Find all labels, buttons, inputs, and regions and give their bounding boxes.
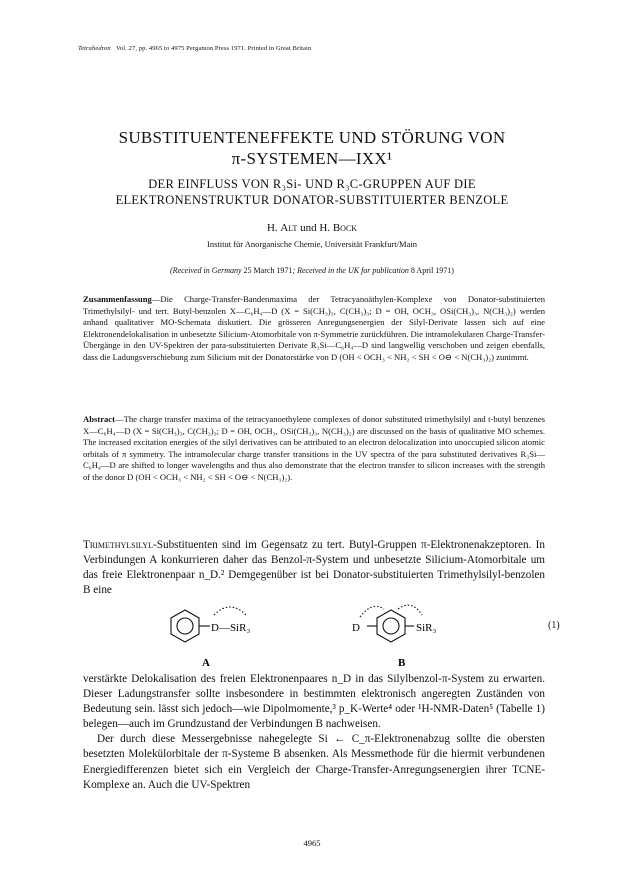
resonance-scheme xyxy=(0,593,624,671)
zusammenfassung-label: Zusammenfassung xyxy=(83,294,152,304)
received-germany-date: 25 March 1971 xyxy=(241,266,293,275)
abstract xyxy=(83,414,545,483)
structure-label-a: A xyxy=(202,657,210,669)
authors xyxy=(60,222,564,234)
body-paragraph-3-text: Der durch diese Messergebnisse nahegelegte Si ← C_π-Elektronenabzug sollte die obersten besetzten Molekülorbitale der π-Systeme B absenken. Als Messmethode für die hiermit verbundenen Energiedifferenzen bietet sich ein Vergleich der Charge-Transfer-Anregungsenergien ihrer TCNE-Komplexe an. Auch die UV-Spektren xyxy=(83,733,545,791)
running-head xyxy=(78,45,311,52)
article-title-line-2: π-SYSTEMEN—IXX¹ xyxy=(231,149,393,168)
affiliation: Institut für Anorganische Chemie, Universität Frankfurt/Main xyxy=(207,239,417,249)
delocalization-arc-b-right xyxy=(398,605,422,615)
zusammenfassung-text: —Die Charge-Transfer-Bandenmaxima der Tetracyanoäthylen-Komplexe von Donator-substituierten Trimethylsilyl- und tert. Butyl-benzolen X—C₆H₄—D (X = Si(CH₃)₃, C(CH₃)₃; D = OH, OCH₃, OSi(CH₃)₃, N(CH₃)₂) werden anhand qualitativer MO-Schemata diskutiert. Die grösseren Anregungsenergien der Silyl-Derivate lassen sich auf eine Elektronendelokalisation in unbesetzte Silicium-Atomorbitale von π-Symmetrie zurückführen. Die intramolekularen Charge-Transfer-Übergänge in den UV-Spektren der para-substituierten Derivate R₃Si—C₆H₄—D sind langwellig verschoben und zeigen ebenfalls, dass die Ladungsverschiebung zum Silicium mit der Donatorstärke von D (OH < OCH₃ < NH₂ < SH < O⊖ < N(CH₃)₂) zunimmt. xyxy=(83,294,545,362)
body-paragraph-1 xyxy=(83,538,545,598)
received-uk-date: 8 April 1971) xyxy=(408,266,454,275)
author-2-name: Bock xyxy=(332,222,358,234)
received-germany-label: (Received in Germany xyxy=(170,266,242,275)
zusammenfassung xyxy=(83,294,545,363)
received-uk-label: ; Received in the UK for publication xyxy=(292,266,409,275)
article-title-line-1: SUBSTITUENTENEFFEKTE UND STÖRUNG VON xyxy=(118,128,506,147)
body-paragraph-2 xyxy=(83,672,545,793)
author-connector: und H. xyxy=(297,222,333,234)
page-number: 4965 xyxy=(303,838,321,848)
author-1-initial: H. xyxy=(266,222,281,234)
benzene-ring-b xyxy=(377,610,405,642)
volume-info: Vol. 27, pp. 4965 to 4975 Pergamon Press 1971. Printed in Great Britain xyxy=(115,45,312,52)
body-paragraph-2-text: verstärkte Delokalisation des freien Elektronenpaares n_D in das Silylbenzol-π-System zu erwarten. Dieser Ladungstransfer sollte insbesondere in bestimmten elektronisch angeregten Zuständen von Bedeutung sein. lässt sich jedoch—wie Dipolmomente,³ p_K-Werte⁴ oder ¹H-NMR-Daten⁵ (Tabelle 1) belegen—auch im Grundzustand der Verbindungen B nachweisen. xyxy=(83,673,545,731)
aromatic-circle-b xyxy=(383,618,399,634)
journal-name: Tetrahedron xyxy=(78,45,111,52)
article-subtitle-line-1: DER EINFLUSS VON R₃Si- UND R₃C-GRUPPEN AUF DIE xyxy=(148,177,476,191)
body-lead-word: Trimethylsilyl xyxy=(83,539,154,551)
author-1-name: Alt xyxy=(280,222,298,234)
delocalization-arc-b-left xyxy=(360,606,384,617)
equation-number: (1) xyxy=(548,620,560,631)
abstract-label: Abstract xyxy=(83,414,115,424)
structure-label-b: B xyxy=(398,657,406,669)
benzene-ring-a xyxy=(171,610,199,642)
group-label-b-silyl: SiR₃ xyxy=(416,622,437,634)
body-paragraph-1-text: -Substituenten sind im Gegensatz zu tert. Butyl-Gruppen π-Elektronenakzeptoren. In Verbindungen A konkurrieren daher das Benzol-π-System und unbesetzte Silicium-Atomorbitale um das freie Elektronenpaar n_D.² Demgegenüber ist bei Donator-substituierten Trimethylsilyl-benzolen B eine xyxy=(83,539,545,597)
received-dates xyxy=(60,266,564,275)
structure-b xyxy=(360,605,422,642)
aromatic-circle-a xyxy=(177,618,193,634)
delocalization-arc-a xyxy=(214,607,246,615)
abstract-text: —The charge transfer maxima of the tetracyanoethylene complexes of donor substituted trimethylsilyl and t-butyl benzenes X—C₆H₄—D (X = Si(CH₃)₃, C(CH₃)₃; D = OH, OCH₃, OSi(CH₃)₃, N(CH₃)₂) are discussed on the basis of qualitative MO schemes. The increased excitation energies of the silyl derivatives can be attributed to an electron delocalization into unoccupied silicon atomic orbitals of π symmetry. The intramolecular charge transfer transitions in the UV spectra of the para substituted derivatives R₃Si—C₆H₄—D are shifted to longer wavelengths and thus also demonstrate that the electron transfer to silicon increases with the strength of the donor D (OH < OCH₃ < NH₂ < SH < O⊖ < N(CH₃)₂). xyxy=(83,414,545,482)
article-subtitle-line-2: ELEKTRONENSTRUKTUR DONATOR-SUBSTITUIERTER BENZOLE xyxy=(115,193,509,207)
group-label-b-donor: D xyxy=(352,622,360,634)
group-label-a: D—SiR₃ xyxy=(211,622,251,634)
